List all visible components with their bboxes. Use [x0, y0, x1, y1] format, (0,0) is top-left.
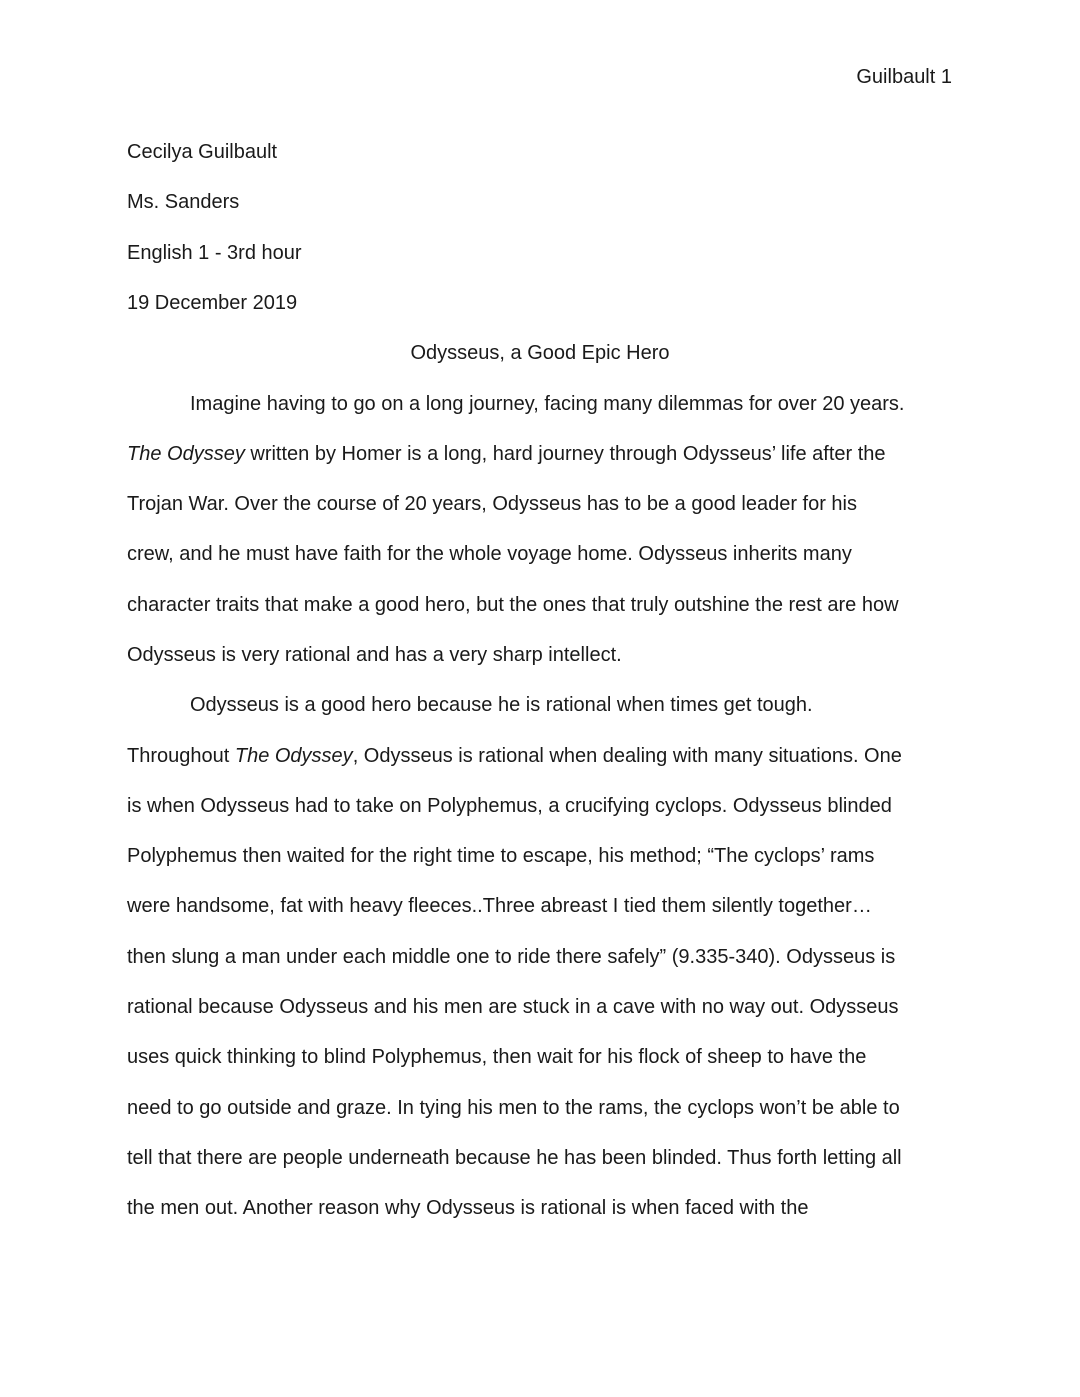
paragraph-line: Odysseus is a good hero because he is rational when times get tough.	[190, 694, 813, 717]
line-text: , Odysseus is rational when dealing with many situations. One	[352, 744, 902, 767]
line-text: written by Homer is a long, hard journey through Odysseus’ life after the	[244, 442, 886, 465]
essay-body	[127, 379, 953, 1234]
paragraph-line: uses quick thinking to blind Polyphemus, then wait for his flock of sheep to have the	[127, 1046, 867, 1069]
paragraph-line	[127, 731, 953, 781]
paragraph-line: the men out. Another reason why Odysseus is rational is when faced with the	[127, 1197, 809, 1220]
paragraph-line: crew, and he must have faith for the whole voyage home. Odysseus inherits many	[127, 543, 852, 566]
paragraph-line: Polyphemus then waited for the right time to escape, his method; “The cyclops’ rams	[127, 845, 875, 868]
student-name: Cecilya Guilbault	[127, 141, 278, 163]
class-period: English 1 - 3rd hour	[127, 241, 302, 264]
paragraph-line: need to go outside and graze. In tying his men to the rams, the cyclops won’t be able to	[127, 1096, 900, 1119]
paragraph-line: were handsome, fat with heavy fleeces..Three abreast I tied them silently together…	[127, 895, 872, 918]
paragraph-line: rational because Odysseus and his men are stuck in a cave with no way out. Odysseus	[127, 996, 899, 1019]
mla-heading	[127, 127, 953, 378]
running-head: Guilbault 1	[856, 66, 952, 88]
paragraph-line: Odysseus is very rational and has a very sharp intellect.	[127, 643, 622, 666]
line-text: Throughout	[127, 744, 235, 767]
book-title: The Odyssey	[127, 442, 245, 465]
date: 19 December 2019	[127, 291, 298, 314]
book-title: The Odyssey	[234, 744, 353, 767]
paragraph-line: Trojan War. Over the course of 20 years, Odysseus has to be a good leader for his	[127, 493, 857, 516]
paragraph-line: then slung a man under each middle one to ride there safely” (9.335-340). Odysseus is	[127, 945, 896, 968]
paragraph-line: tell that there are people underneath because he has been blinded. Thus forth letting all	[127, 1146, 902, 1169]
paragraph-line: is when Odysseus had to take on Polyphemus, a crucifying cyclops. Odysseus blinded	[127, 794, 892, 817]
paragraph-line	[127, 429, 953, 479]
essay-title: Odysseus, a Good Epic Hero	[410, 342, 670, 365]
paragraph-line: Imagine having to go on a long journey, facing many dilemmas for over 20 years.	[190, 392, 905, 415]
paragraph-line: character traits that make a good hero, but the ones that truly outshine the rest are how	[127, 593, 899, 616]
teacher-name: Ms. Sanders	[127, 191, 240, 214]
